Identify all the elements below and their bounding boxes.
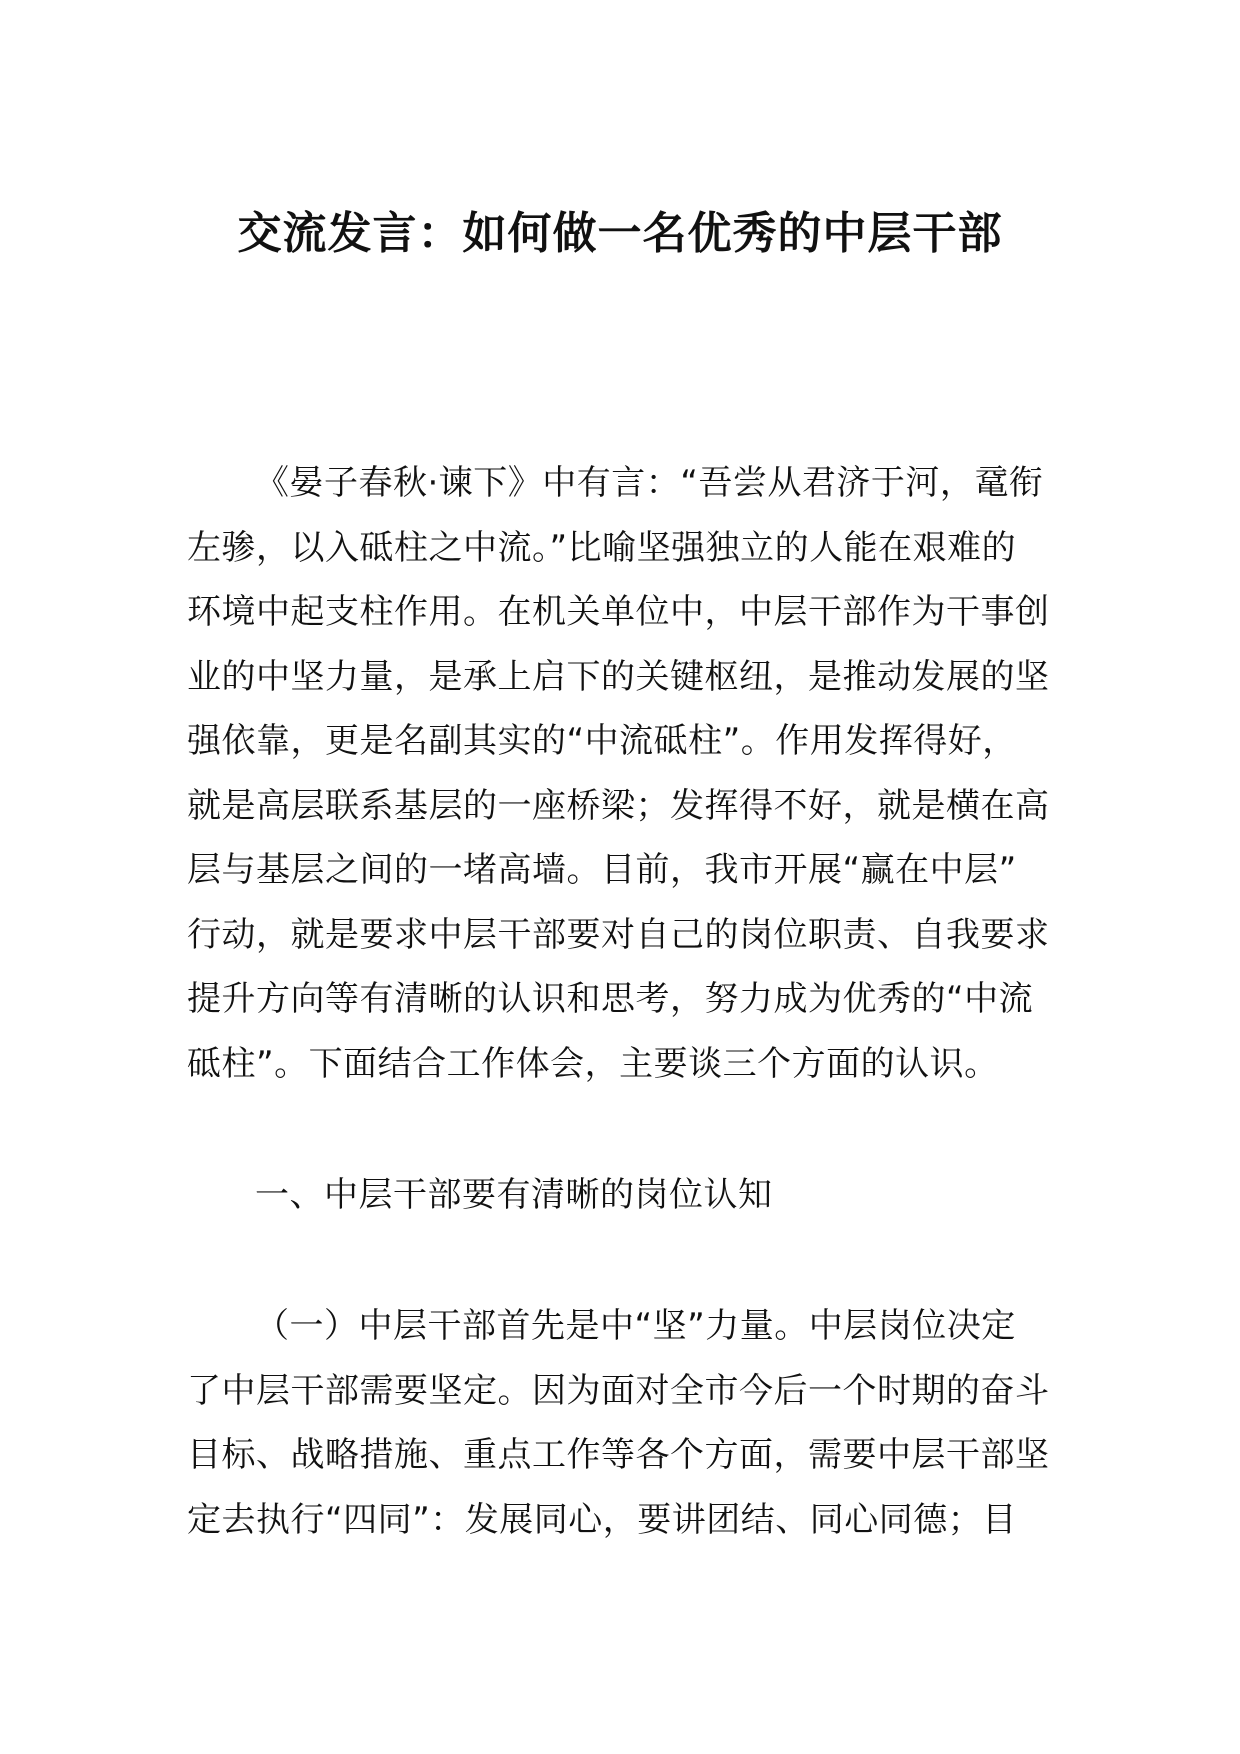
intro-paragraph	[187, 451, 1053, 1096]
paragraph-line: 就是高层联系基层的一座桥梁；发挥得不好，就是横在高	[187, 785, 1050, 826]
subsection-paragraph	[187, 1294, 1053, 1552]
paragraph-line: 砥柱”。下面结合工作体会，主要谈三个方面的认识。	[187, 1043, 999, 1084]
paragraph-line: 左骖，以入砥柱之中流。”比喻坚强独立的人能在艰难的	[187, 527, 1017, 568]
paragraph-line: 行动，就是要求中层干部要对自己的岗位职责、自我要求	[187, 914, 1050, 955]
paragraph-line: 提升方向等有清晰的认识和思考，努力成为优秀的“中流	[187, 979, 1034, 1019]
paragraph-line: 环境中起支柱作用。在机关单位中，中层干部作为干事创	[187, 592, 1050, 632]
paragraph-line: 强依靠，更是名副其实的“中流砥柱”。作用发挥得好，	[187, 721, 1017, 761]
paragraph-line: 目标、战略措施、重点工作等各个方面，需要中层干部坚	[187, 1435, 1050, 1475]
paragraph-line: 了中层干部需要坚定。因为面对全市今后一个时期的奋斗	[187, 1370, 1050, 1411]
paragraph-line: 《晏子春秋·谏下》中有言：“吾尝从君济于河，鼋衔	[255, 463, 1044, 503]
section-heading-text: 一、中层干部要有清晰的岗位认知	[255, 1175, 773, 1215]
paragraph-line: 定去执行“四同”：发展同心，要讲团结、同心同德；目	[187, 1499, 1017, 1540]
document-title: 交流发言：如何做一名优秀的中层干部	[237, 208, 1003, 259]
section-heading	[187, 1163, 1053, 1228]
paragraph-line: 业的中坚力量，是承上启下的关键枢纽，是推动发展的坚	[187, 656, 1050, 697]
paragraph-line: （一）中层干部首先是中“坚”力量。中层岗位决定	[255, 1306, 1016, 1346]
paragraph-line: 层与基层之间的一堵高墙。目前，我市开展“赢在中层”	[187, 850, 1017, 890]
